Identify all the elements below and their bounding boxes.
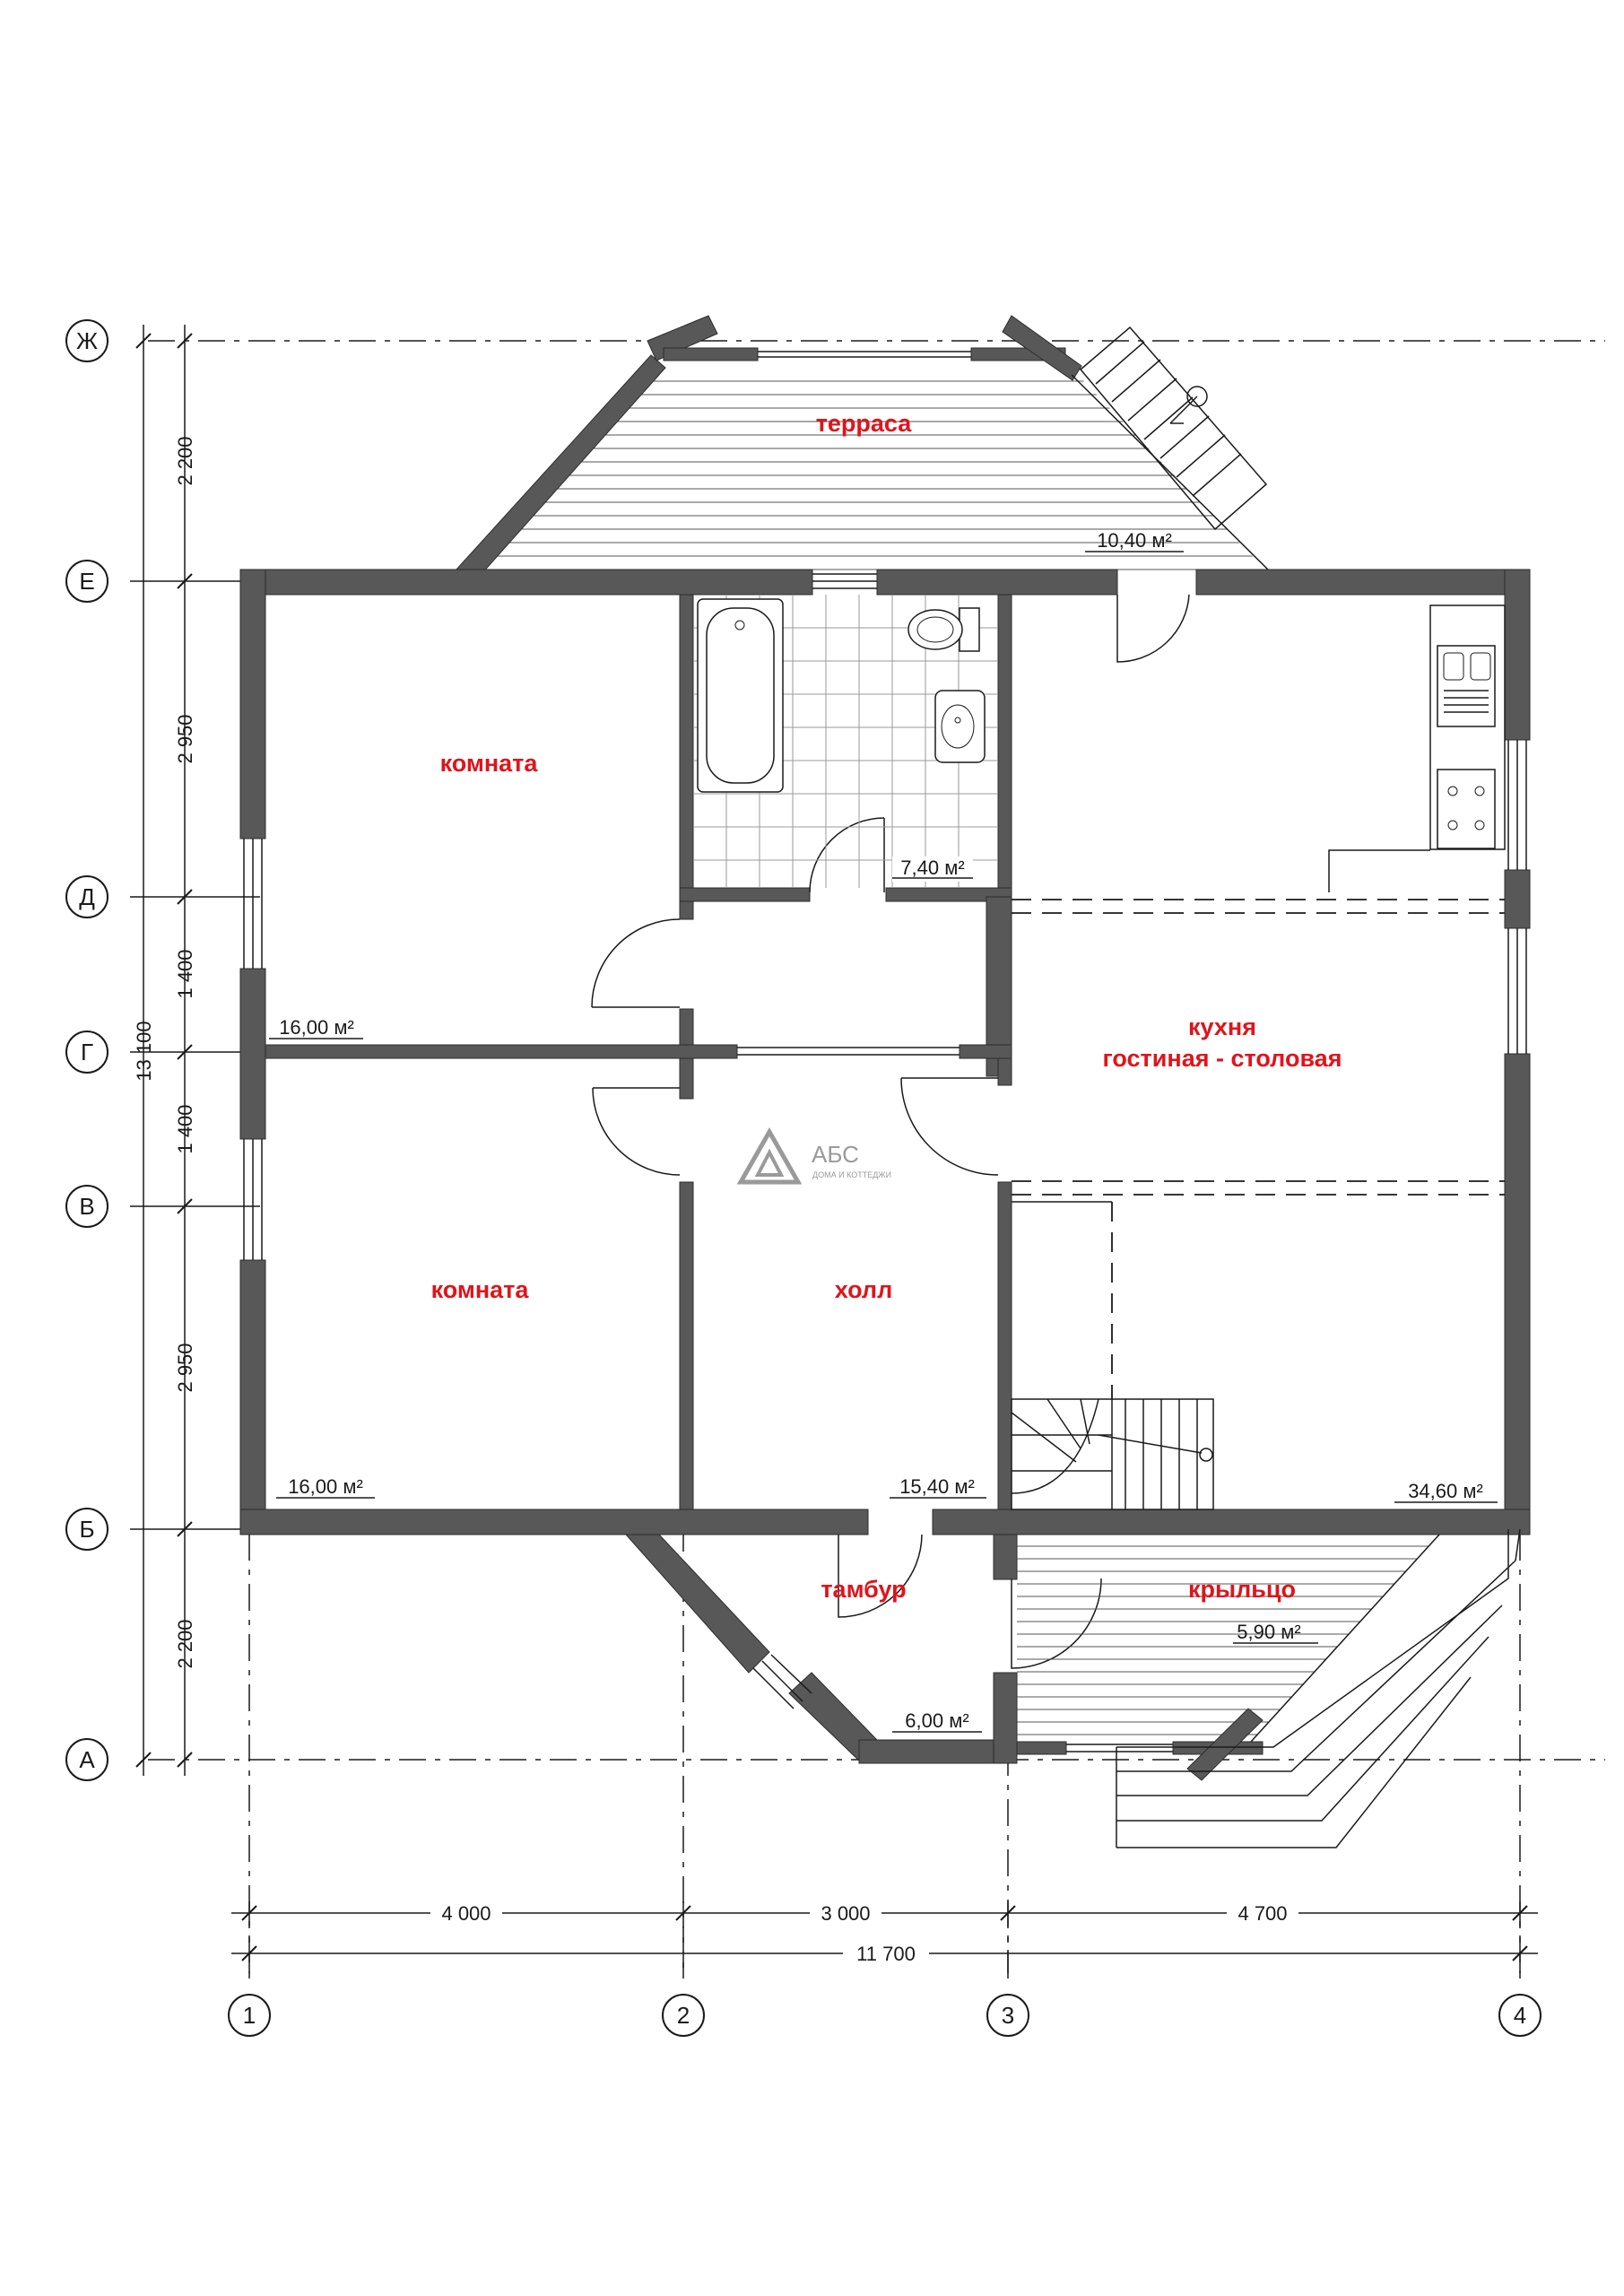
room-bottom-name: комната [430, 1276, 529, 1303]
door-bath [810, 818, 884, 892]
row-axes [66, 320, 108, 1780]
window-left-top [244, 839, 262, 969]
room-top-area: 16,00 м² [279, 1016, 354, 1039]
svg-text:4: 4 [1513, 2002, 1527, 2029]
dim-h-2: 3 000 [821, 1902, 871, 1925]
wall-top-left [240, 570, 812, 595]
wall-bottom-right [933, 1509, 1530, 1535]
vestibule-wall-right-bottom [994, 1673, 1017, 1763]
column-axes [229, 1995, 1541, 2036]
wall-hall-right [998, 1182, 1012, 1509]
room-top-name: комната [439, 750, 538, 777]
axis-bubble-1 [229, 1995, 270, 2036]
dim-v-6: 2 200 [174, 1619, 196, 1669]
wall-mid-right-stub [960, 1045, 1012, 1058]
kitchen [1012, 605, 1505, 1509]
wall-left-2 [240, 969, 265, 1139]
wall-bath-bottom-left [680, 888, 810, 901]
wall-right-1 [1505, 570, 1530, 740]
wall-right-2 [1505, 870, 1530, 928]
axis-bubble-a [66, 1739, 108, 1780]
room-bottom-area: 16,00 м² [288, 1475, 363, 1498]
bathtub-icon [698, 599, 783, 792]
wall-bath-right [998, 595, 1012, 906]
stove-icon [1437, 770, 1495, 848]
vestibule-wall-left [626, 1535, 769, 1673]
terrace-rail-top-left [664, 348, 758, 361]
svg-text:В: В [79, 1193, 95, 1220]
vestibule-wall-right-top [994, 1535, 1017, 1579]
porch [1013, 1529, 1520, 1848]
dim-v-3: 1 400 [174, 949, 196, 999]
dim-v-1: 2 200 [174, 436, 196, 486]
window-right-mid [1508, 928, 1526, 1054]
terrace [448, 316, 1282, 583]
wall-right-3 [1505, 1054, 1530, 1534]
window-left-bottom [244, 1139, 262, 1260]
svg-text:А: А [79, 1746, 95, 1773]
terrace-area: 10,40 м² [1097, 529, 1172, 552]
dim-h-3: 4 700 [1238, 1902, 1288, 1925]
bathroom [693, 595, 998, 888]
room-bottom [276, 1276, 529, 1498]
horizontal-dimensions [231, 1901, 1538, 1982]
wall-bottom-left [240, 1509, 868, 1535]
porch-area: 5,90 м² [1237, 1621, 1301, 1643]
vestibule [626, 1535, 1017, 1763]
interior-walls [265, 595, 1012, 1509]
window-top-bath [812, 574, 877, 588]
svg-text:Б: Б [79, 1516, 95, 1543]
wall-hall-right-top [998, 1058, 1012, 1085]
svg-text:Г: Г [80, 1039, 94, 1065]
axis-bubble-g [66, 1031, 108, 1073]
dim-v-2: 2 950 [174, 714, 196, 764]
door-room-bottom [593, 1088, 680, 1175]
axis-bubble-zh [66, 320, 108, 361]
hall [835, 1276, 986, 1498]
kitchen-area: 34,60 м² [1408, 1480, 1483, 1502]
door-kitchen [901, 1078, 998, 1175]
kitchen-name-line1: кухня [1188, 1013, 1256, 1040]
vertical-dimensions [133, 325, 196, 1776]
svg-text:Е: Е [79, 568, 95, 595]
axis-bubble-4 [1499, 1995, 1541, 2036]
logo-name: АБС [812, 1141, 859, 1168]
dim-h-total: 11 700 [856, 1943, 916, 1965]
terrace-steps [1081, 327, 1266, 529]
svg-text:1: 1 [242, 2002, 256, 2029]
company-logo [741, 1132, 891, 1182]
kitchen-name-line2: гостиная - столовая [1102, 1045, 1342, 1072]
porch-name: крыльцо [1188, 1576, 1296, 1603]
dim-h-1: 4 000 [441, 1902, 491, 1925]
wall-bath-left [680, 595, 693, 919]
dim-v-4: 1 400 [174, 1104, 196, 1154]
window-right-top [1508, 740, 1526, 870]
terrace-wall-left [456, 355, 665, 583]
vestibule-area: 6,00 м² [905, 1709, 969, 1732]
kitchen-sink-icon [1437, 646, 1495, 726]
staircase [1012, 1399, 1213, 1509]
wall-mid-horizontal [265, 1045, 737, 1058]
wall-top-right [1196, 570, 1530, 595]
svg-text:2: 2 [676, 2002, 690, 2029]
vestibule-name: тамбур [821, 1576, 907, 1603]
axis-bubble-b [66, 1509, 108, 1550]
wall-hall-left [680, 1182, 693, 1509]
room-top [269, 750, 538, 1039]
wall-left-3 [240, 1260, 265, 1534]
porch-decking [1013, 1546, 1453, 1735]
axis-bubble-v [66, 1186, 108, 1227]
hall-area: 15,40 м² [899, 1475, 975, 1498]
hall-name: холл [834, 1276, 893, 1303]
axis-bubble-d [66, 876, 108, 918]
toilet-icon [908, 608, 979, 651]
logo-tagline: ДОМА И КОТТЕДЖИ [812, 1170, 892, 1179]
door-terrace [1117, 595, 1189, 662]
svg-text:Ж: Ж [75, 327, 99, 354]
sink-icon [935, 691, 985, 762]
door-room-top [592, 919, 680, 1007]
svg-text:Д: Д [79, 883, 95, 910]
dim-v-5: 2 950 [174, 1343, 196, 1393]
axis-bubble-e [66, 561, 108, 602]
windows [244, 574, 1526, 1260]
wall-left-1 [240, 570, 265, 839]
bathroom-area: 7,40 м² [900, 857, 965, 879]
door-porch [1012, 1578, 1101, 1668]
porch-steps [1116, 1529, 1520, 1848]
dim-v-total: 13 100 [133, 1021, 155, 1082]
terrace-name: терраса [815, 410, 912, 437]
window-hall-mid [737, 1048, 960, 1055]
svg-text:3: 3 [1001, 2002, 1015, 2029]
axis-bubble-3 [987, 1995, 1029, 2036]
porch-rail-bottom-left [1017, 1742, 1066, 1754]
wall-top-mid [877, 570, 1117, 595]
axis-bubble-2 [663, 1995, 704, 2036]
